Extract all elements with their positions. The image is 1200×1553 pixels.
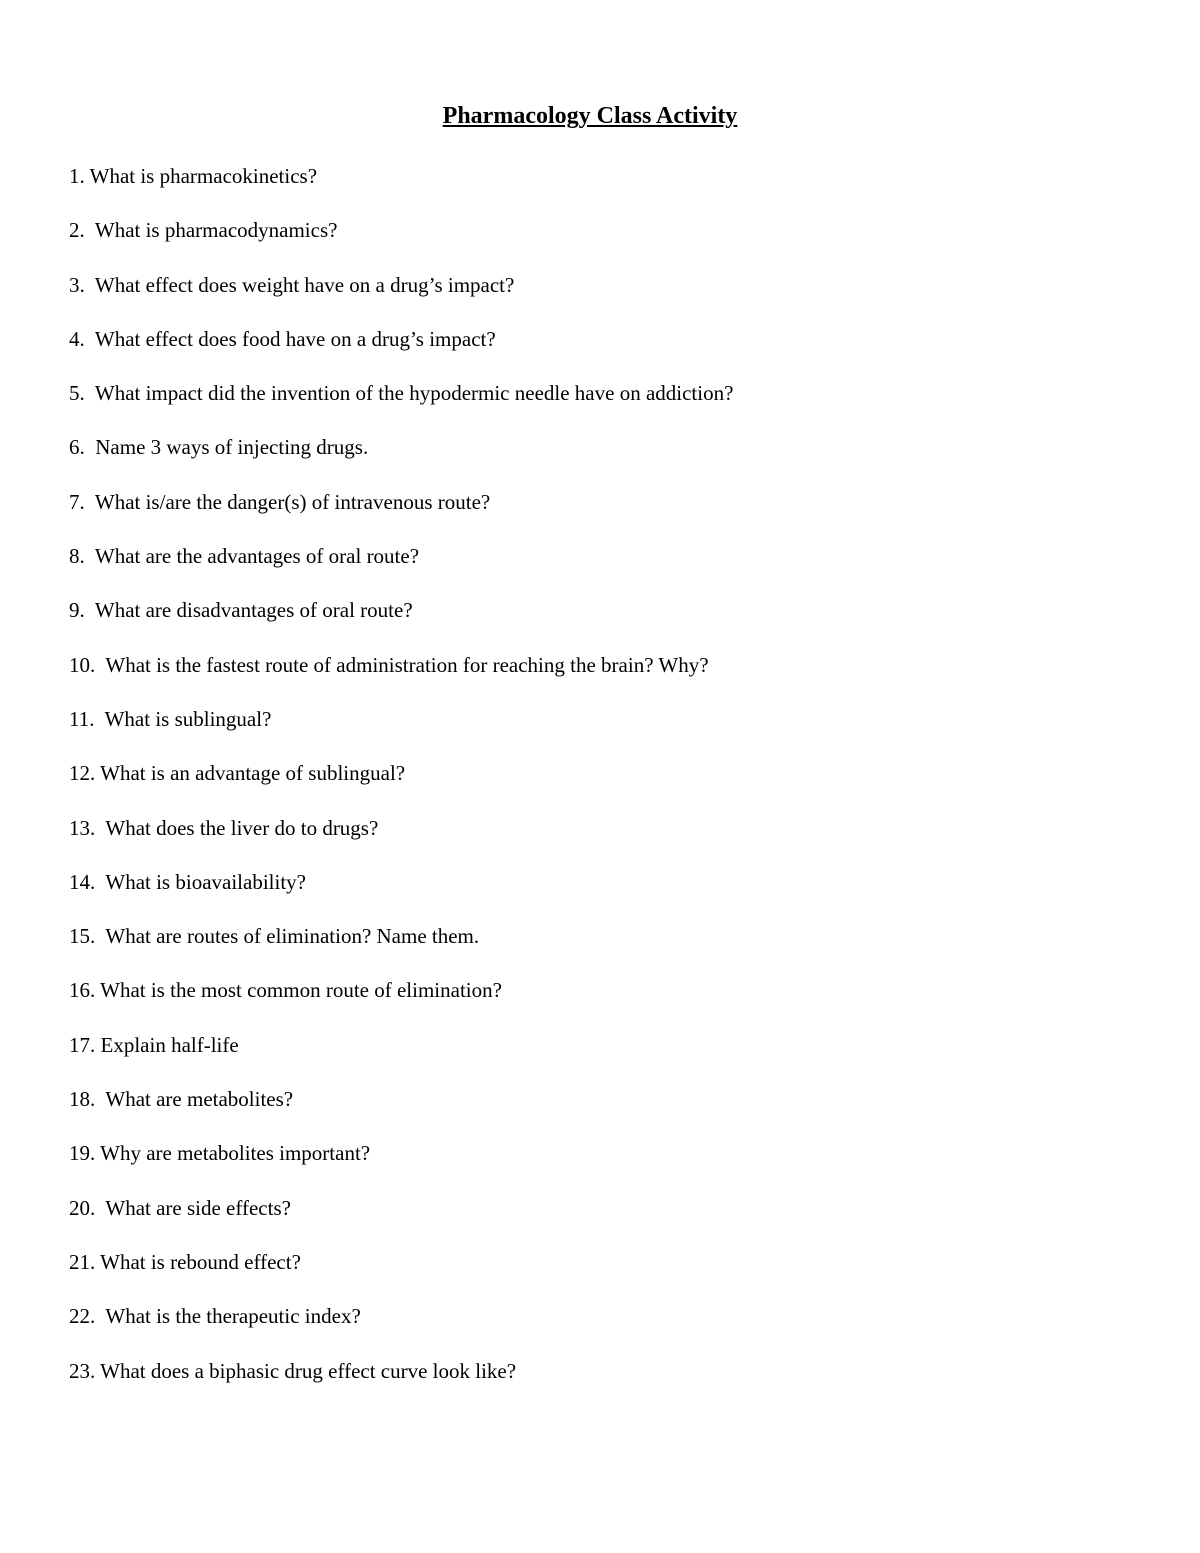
question-item: 2. What is pharmacodynamics? bbox=[69, 218, 338, 243]
question-item: 14. What is bioavailability? bbox=[69, 869, 306, 894]
question-item: 1. What is pharmacokinetics? bbox=[69, 164, 318, 188]
question-item: 21. What is rebound effect? bbox=[69, 1249, 301, 1274]
question-item: 15. What are routes of elimination? Name them. bbox=[69, 924, 480, 949]
question-item: 9. What are disadvantages of oral route? bbox=[69, 598, 413, 623]
question-item: 18. What are metabolites? bbox=[69, 1087, 294, 1112]
question-item: 6. Name 3 ways of injecting drugs. bbox=[69, 435, 369, 460]
document-title: Pharmacology Class Activity bbox=[442, 103, 738, 129]
question-item: 12. What is an advantage of sublingual? bbox=[69, 761, 406, 786]
question-item: 19. Why are metabolites important? bbox=[69, 1141, 371, 1166]
question-item: 23. What does a biphasic drug effect curve look like? bbox=[69, 1358, 517, 1383]
question-item: 11. What is sublingual? bbox=[69, 706, 272, 731]
question-item: 4. What effect does food have on a drug’s impact? bbox=[69, 326, 496, 351]
question-item: 16. What is the most common route of elimination? bbox=[69, 978, 502, 1003]
question-item: 10. What is the fastest route of administration for reaching the brain? Why? bbox=[69, 652, 709, 677]
question-list bbox=[69, 162, 1169, 1411]
question-item: 17. Explain half-life bbox=[69, 1032, 239, 1057]
question-item: 3. What effect does weight have on a drug’s impact? bbox=[69, 272, 515, 297]
question-item: 7. What is/are the danger(s) of intravenous route? bbox=[69, 489, 491, 514]
question-item: 8. What are the advantages of oral route? bbox=[69, 544, 420, 569]
question-item: 13. What does the liver do to drugs? bbox=[69, 815, 379, 840]
question-item: 22. What is the therapeutic index? bbox=[69, 1304, 361, 1329]
question-item: 5. What impact did the invention of the hypodermic needle have on addiction? bbox=[69, 381, 734, 406]
question-item: 20. What are side effects? bbox=[69, 1195, 291, 1220]
